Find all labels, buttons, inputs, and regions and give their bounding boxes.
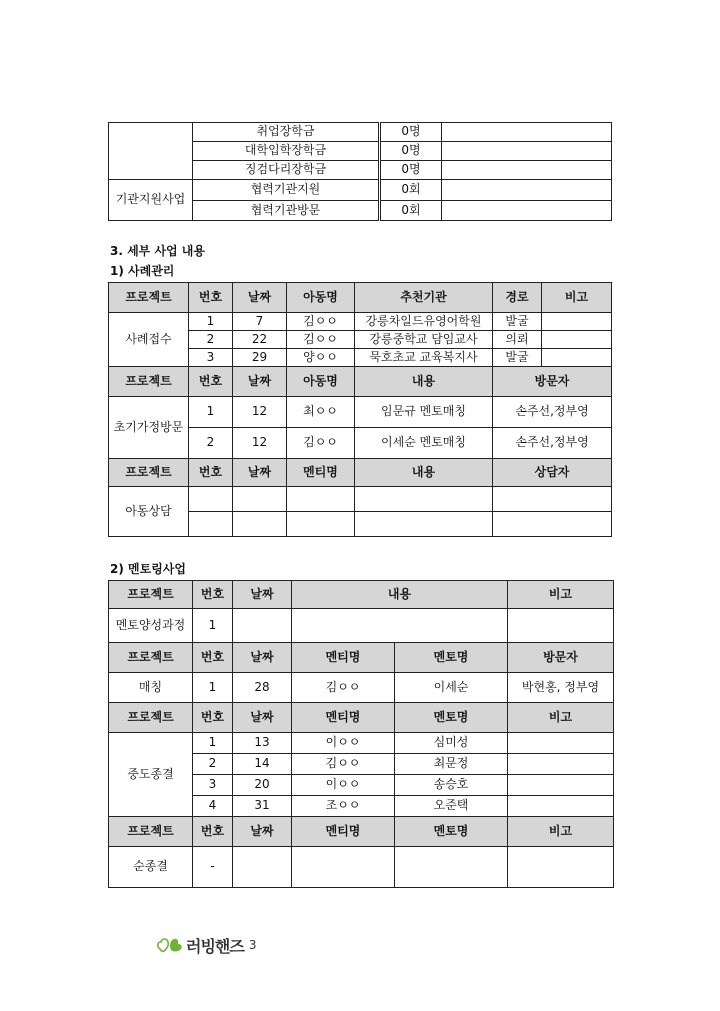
header-cell: 프로젝트: [109, 367, 189, 397]
header-cell: 프로젝트: [109, 283, 189, 313]
table-cell: [542, 313, 612, 331]
project-cell: 중도종결: [109, 733, 193, 817]
table-cell: 1: [189, 397, 233, 428]
table-cell: 22: [233, 331, 287, 349]
table-cell: [287, 487, 355, 512]
support-value: 0회: [380, 180, 442, 201]
table-cell: 박현홍, 정부영: [508, 673, 614, 703]
header-cell: 비고: [508, 703, 614, 733]
header-cell: 멘티명: [292, 703, 395, 733]
project-cell: 매칭: [109, 673, 193, 703]
table-cell: 손주선,정부영: [493, 428, 612, 459]
table-cell: 4: [193, 796, 233, 817]
section-heading: 3. 세부 사업 내용: [110, 244, 205, 258]
table-cell: [189, 512, 233, 537]
header-cell: 번호: [193, 581, 233, 609]
hands-logo-icon: [156, 935, 186, 955]
header-cell: 멘토명: [395, 703, 508, 733]
table-cell: 오준택: [395, 796, 508, 817]
table-cell: 14: [233, 754, 292, 775]
table-cell: 1: [193, 733, 233, 754]
table-cell: 28: [233, 673, 292, 703]
table-cell: 이세순 멘토매칭: [355, 428, 493, 459]
header-cell: 날짜: [233, 643, 292, 673]
header-cell: 날짜: [233, 703, 292, 733]
table-cell: 이세순: [395, 673, 508, 703]
table-cell: 20: [233, 775, 292, 796]
support-item: 징검다리장학금: [193, 161, 380, 180]
header-cell: 상담자: [493, 459, 612, 487]
table-cell: 의뢰: [493, 331, 542, 349]
header-cell: 프로젝트: [109, 703, 193, 733]
table-cell: [233, 512, 287, 537]
header-cell: 방문자: [508, 643, 614, 673]
header-cell: 비고: [508, 581, 614, 609]
group-label: 기관지원사업: [109, 180, 193, 221]
table-cell: [292, 609, 508, 643]
header-cell: 번호: [193, 643, 233, 673]
mentoring-table: [108, 580, 614, 888]
subsection-heading-mentoring: 2) 멘토링사업: [110, 562, 186, 576]
support-note: [442, 142, 612, 161]
support-item: 대학입학장학금: [193, 142, 380, 161]
table-cell: [542, 331, 612, 349]
table-cell: 김ㅇㅇ: [292, 673, 395, 703]
table-cell: 김ㅇㅇ: [287, 428, 355, 459]
table-cell: 김ㅇㅇ: [287, 331, 355, 349]
header-cell: 프로젝트: [109, 581, 193, 609]
support-note: [442, 161, 612, 180]
group-cell-empty: [109, 123, 193, 180]
table-cell: 31: [233, 796, 292, 817]
logo-text: 러빙핸즈: [186, 936, 244, 956]
table-cell: 발굴: [493, 313, 542, 331]
table-cell: 묵호초교 교육복지사: [355, 349, 493, 367]
header-cell: 프로젝트: [109, 817, 193, 847]
header-cell: 번호: [189, 459, 233, 487]
table-cell: 송승호: [395, 775, 508, 796]
table-cell: 발굴: [493, 349, 542, 367]
support-summary-table: [108, 122, 612, 221]
table-cell: [508, 754, 614, 775]
header-cell: 내용: [355, 459, 493, 487]
table-cell: -: [193, 847, 233, 888]
support-value: 0명: [380, 142, 442, 161]
table-cell: 1: [193, 609, 233, 643]
header-cell: 프로젝트: [109, 643, 193, 673]
table-cell: 1: [189, 313, 233, 331]
table-cell: [189, 487, 233, 512]
table-cell: 양ㅇㅇ: [287, 349, 355, 367]
header-cell: 비고: [508, 817, 614, 847]
table-cell: 3: [189, 349, 233, 367]
project-cell: 멘토양성과정: [109, 609, 193, 643]
header-cell: 날짜: [233, 817, 292, 847]
table-cell: 심미성: [395, 733, 508, 754]
project-cell: 순종결: [109, 847, 193, 888]
support-value: 0회: [380, 201, 442, 221]
header-cell: 날짜: [233, 367, 287, 397]
table-cell: [292, 847, 395, 888]
support-item: 취업장학금: [193, 123, 380, 142]
table-cell: 이ㅇㅇ: [292, 733, 395, 754]
table-cell: 김ㅇㅇ: [292, 754, 395, 775]
table-cell: 13: [233, 733, 292, 754]
header-cell: 날짜: [233, 459, 287, 487]
header-cell: 멘티명: [292, 643, 395, 673]
support-note: [442, 180, 612, 201]
header-cell: 멘티명: [287, 459, 355, 487]
header-cell: 아동명: [287, 367, 355, 397]
header-cell: 방문자: [493, 367, 612, 397]
project-cell: 초기가정방문: [109, 397, 189, 459]
header-cell: 프로젝트: [109, 459, 189, 487]
header-cell: 날짜: [233, 283, 287, 313]
table-cell: 7: [233, 313, 287, 331]
table-cell: [287, 512, 355, 537]
table-cell: 1: [193, 673, 233, 703]
table-cell: 최ㅇㅇ: [287, 397, 355, 428]
header-cell: 멘토명: [395, 643, 508, 673]
header-cell: 아동명: [287, 283, 355, 313]
table-cell: [233, 847, 292, 888]
subsection-heading-case: 1) 사례관리: [110, 264, 175, 278]
support-value: 0명: [380, 123, 442, 142]
header-cell: 내용: [292, 581, 508, 609]
header-cell: 내용: [355, 367, 493, 397]
support-value: 0명: [380, 161, 442, 180]
header-cell: 경로: [493, 283, 542, 313]
table-cell: [508, 733, 614, 754]
project-cell: 아동상담: [109, 487, 189, 537]
table-cell: 이ㅇㅇ: [292, 775, 395, 796]
support-note: [442, 201, 612, 221]
support-note: [442, 123, 612, 142]
header-cell: 추천기관: [355, 283, 493, 313]
table-cell: [508, 775, 614, 796]
header-cell: 번호: [193, 817, 233, 847]
table-cell: [233, 487, 287, 512]
table-cell: 김ㅇㅇ: [287, 313, 355, 331]
table-cell: 2: [193, 754, 233, 775]
table-cell: [355, 487, 493, 512]
project-cell: 사례접수: [109, 313, 189, 367]
table-cell: [355, 512, 493, 537]
table-cell: 2: [189, 428, 233, 459]
table-cell: [508, 847, 614, 888]
header-cell: 멘티명: [292, 817, 395, 847]
table-cell: [233, 609, 292, 643]
table-cell: 손주선,정부영: [493, 397, 612, 428]
case-management-table: [108, 282, 612, 537]
table-cell: [395, 847, 508, 888]
table-cell: 2: [189, 331, 233, 349]
header-cell: 비고: [542, 283, 612, 313]
table-cell: 29: [233, 349, 287, 367]
header-cell: 번호: [189, 367, 233, 397]
header-cell: 번호: [189, 283, 233, 313]
table-cell: 임문규 멘토매칭: [355, 397, 493, 428]
table-cell: 3: [193, 775, 233, 796]
table-cell: [542, 349, 612, 367]
page-number: 3: [248, 938, 257, 952]
header-cell: 멘토명: [395, 817, 508, 847]
table-cell: [508, 609, 614, 643]
table-cell: [508, 796, 614, 817]
support-item: 협력기관방문: [193, 201, 380, 221]
header-cell: 날짜: [233, 581, 292, 609]
header-cell: 번호: [193, 703, 233, 733]
table-cell: 조ㅇㅇ: [292, 796, 395, 817]
page-footer: [156, 934, 256, 956]
table-cell: [493, 487, 612, 512]
table-cell: 12: [233, 428, 287, 459]
table-cell: 최문정: [395, 754, 508, 775]
table-cell: [493, 512, 612, 537]
support-item: 협력기관지원: [193, 180, 380, 201]
table-cell: 강릉중학교 담임교사: [355, 331, 493, 349]
table-cell: 12: [233, 397, 287, 428]
table-cell: 강릉차일드유영어학원: [355, 313, 493, 331]
